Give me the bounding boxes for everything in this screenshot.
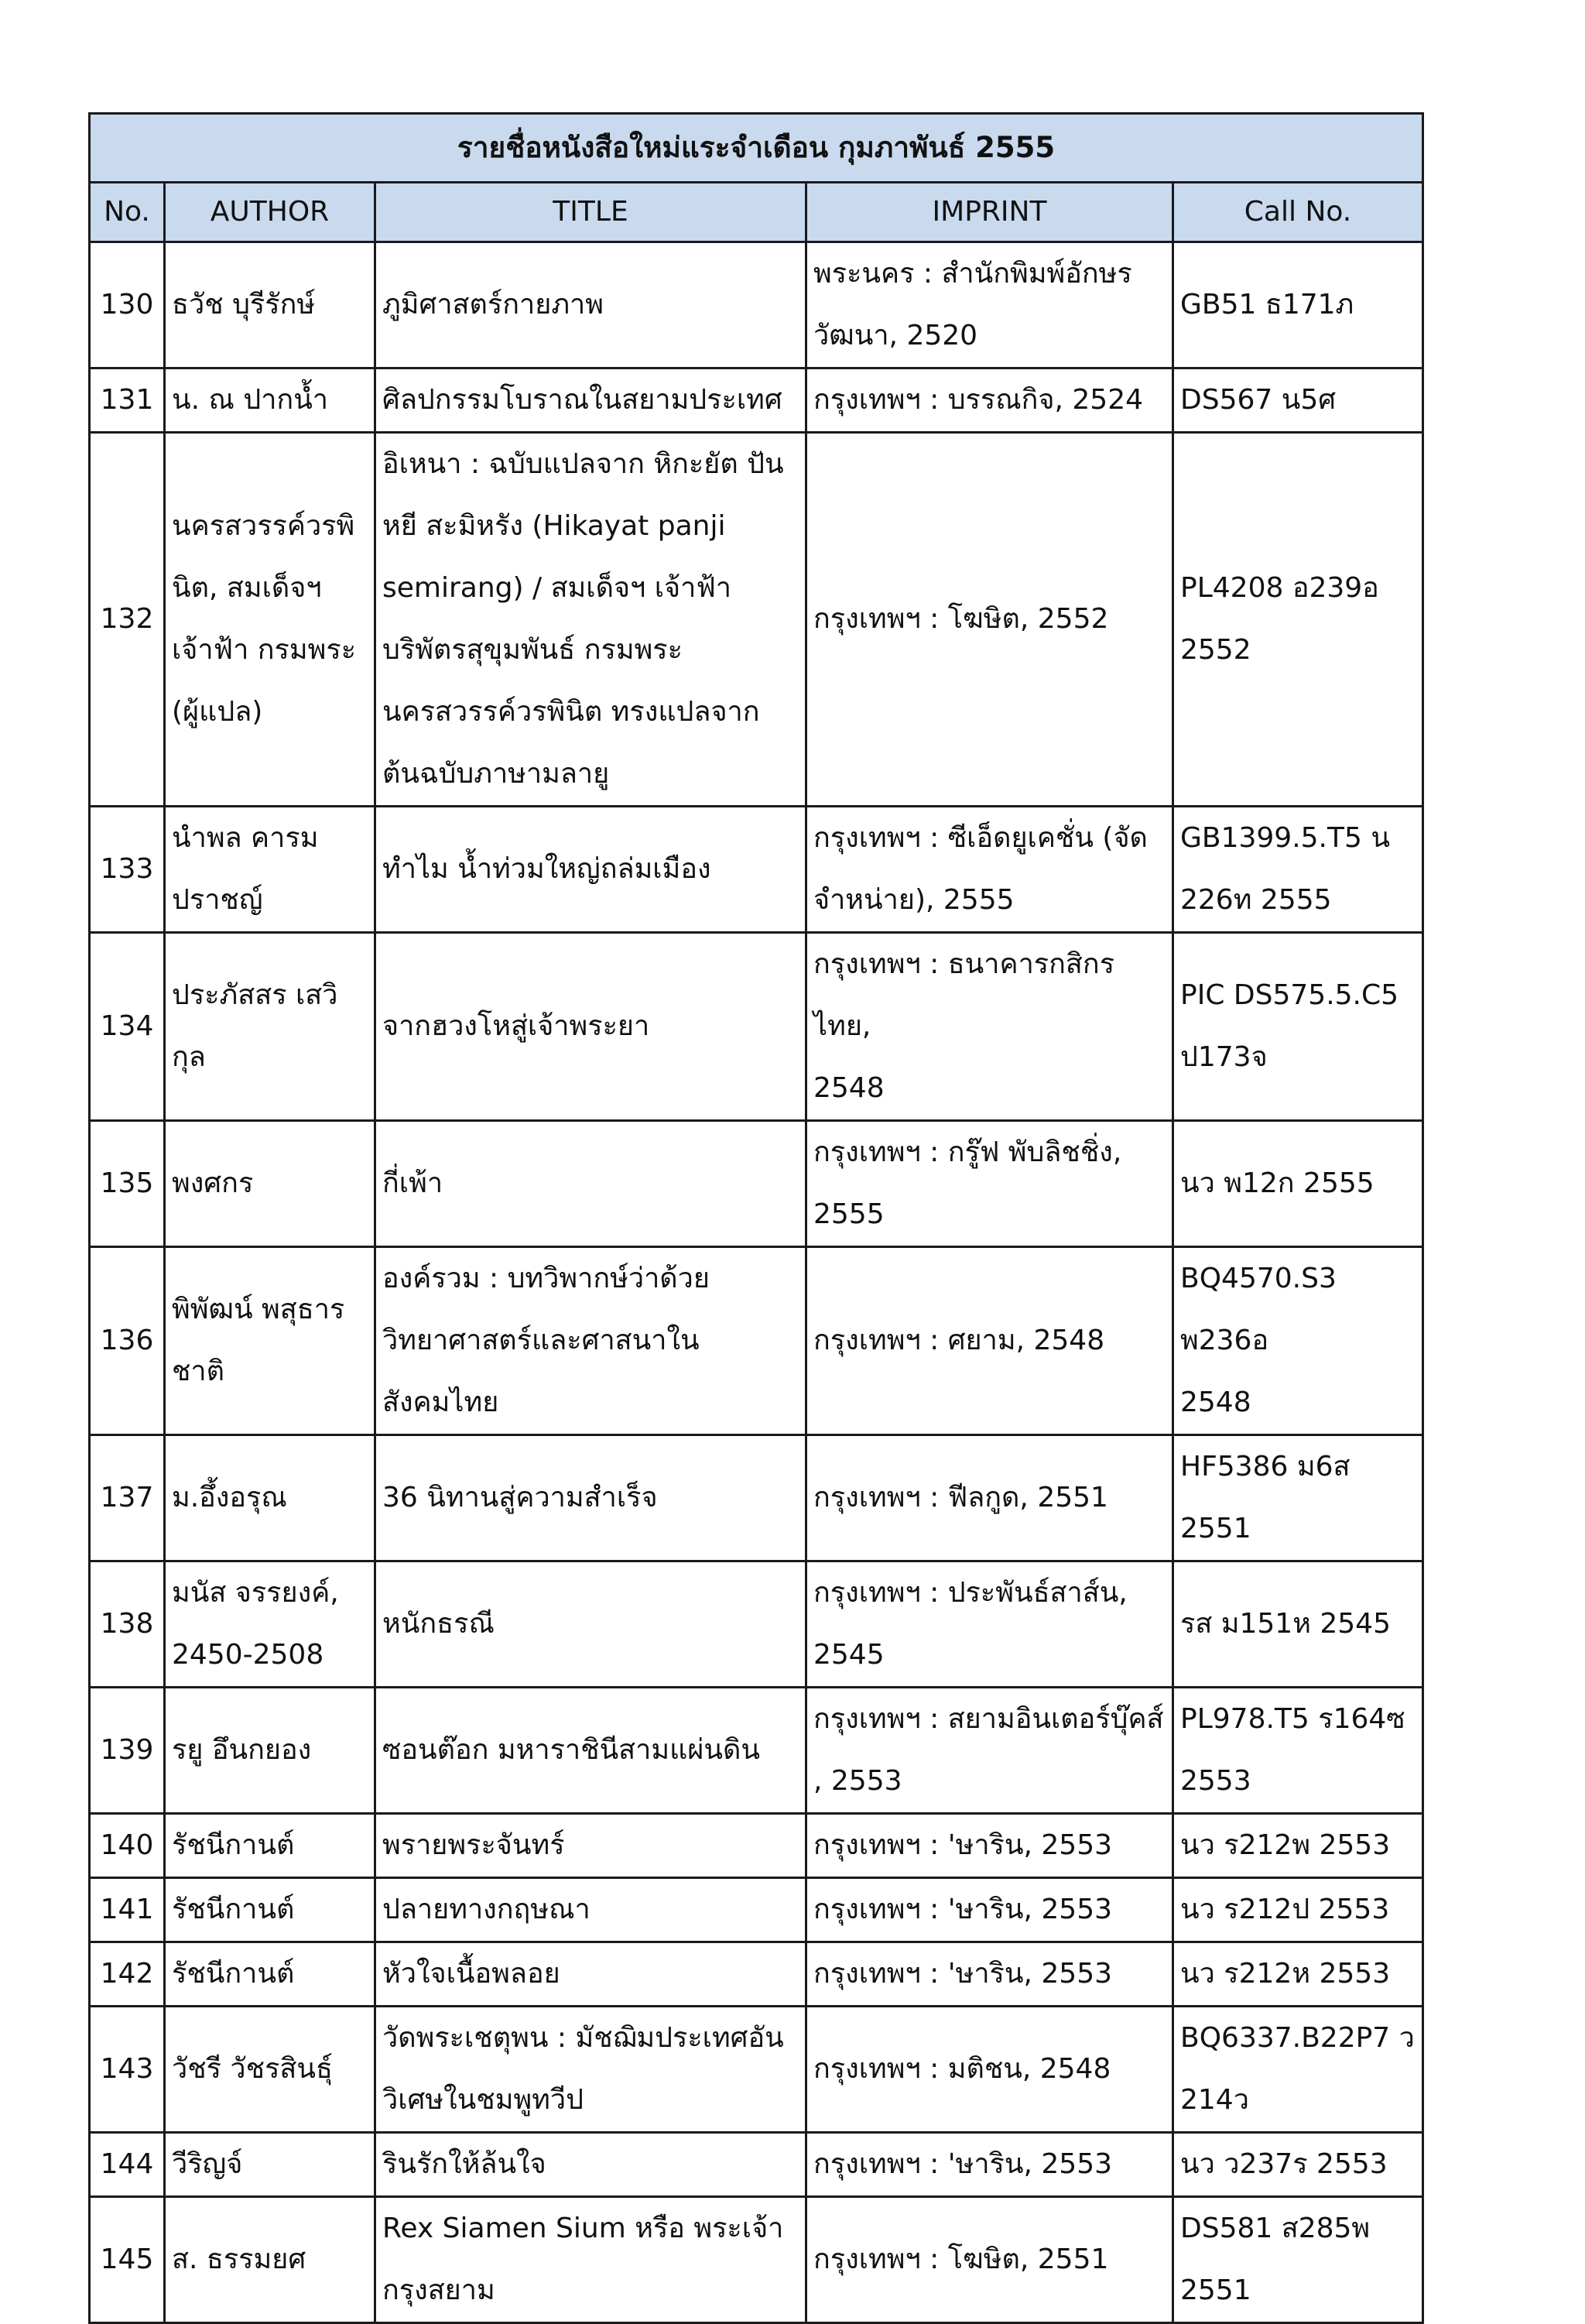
cell-no: 142 [90, 1942, 165, 2007]
cell-title: Rex Siamen Sium หรือ พระเจ้า กรุงสยาม [375, 2197, 806, 2323]
cell-author: รัชนีกานต์ [165, 1814, 375, 1878]
cell-author: น. ณ ปากน้ำ [165, 368, 375, 433]
cell-title: จากฮวงโหสู่เจ้าพระยา [375, 933, 806, 1121]
cell-call-no: นว ว237ร 2553 [1173, 2133, 1423, 2197]
cell-imprint: กรุงเทพฯ : โฆษิต, 2551 [806, 2197, 1173, 2323]
cell-author: นำพล คารม ปราชญ์ [165, 807, 375, 933]
header-author: AUTHOR [165, 183, 375, 242]
cell-author: ส. ธรรมยศ [165, 2197, 375, 2323]
cell-imprint: กรุงเทพฯ : มติชน, 2548 [806, 2007, 1173, 2133]
cell-title: 36 นิทานสู่ความสำเร็จ [375, 1435, 806, 1561]
cell-call-no: GB1399.5.T5 น 226ท 2555 [1173, 807, 1423, 933]
cell-no: 143 [90, 2007, 165, 2133]
book-list-table [88, 112, 1424, 2324]
table-row [90, 1561, 1423, 1688]
table-row [90, 933, 1423, 1121]
table-row [90, 1942, 1423, 2007]
header-call-no: Call No. [1173, 183, 1423, 242]
cell-author: พิพัฒน์ พสุธาร ชาติ [165, 1247, 375, 1435]
table-row [90, 1247, 1423, 1435]
cell-no: 141 [90, 1878, 165, 1942]
table-row [90, 1814, 1423, 1878]
cell-title: ภูมิศาสตร์กายภาพ [375, 242, 806, 368]
cell-title: หนักธรณี [375, 1561, 806, 1688]
cell-no: 134 [90, 933, 165, 1121]
cell-author: รยู อึนกยอง [165, 1688, 375, 1814]
cell-title: ซอนต๊อก มหาราชินีสามแผ่นดิน [375, 1688, 806, 1814]
table-header-row [90, 183, 1423, 242]
cell-call-no: DS581 ส285พ 2551 [1173, 2197, 1423, 2323]
cell-author: ม.อึ้งอรุณ [165, 1435, 375, 1561]
table-row [90, 433, 1423, 807]
cell-call-no: นว พ12ก 2555 [1173, 1121, 1423, 1247]
cell-author: วัชรี วัชรสินธุ์ [165, 2007, 375, 2133]
cell-author: รัชนีกานต์ [165, 1878, 375, 1942]
table-row [90, 242, 1423, 368]
cell-imprint: กรุงเทพฯ : สยามอินเตอร์บุ๊คส์ , 2553 [806, 1688, 1173, 1814]
cell-call-no: BQ6337.B22P7 ว 214ว [1173, 2007, 1423, 2133]
table-row [90, 2007, 1423, 2133]
cell-no: 132 [90, 433, 165, 807]
header-title: TITLE [375, 183, 806, 242]
table-row [90, 807, 1423, 933]
cell-no: 131 [90, 368, 165, 433]
cell-title: พรายพระจันทร์ [375, 1814, 806, 1878]
table-row [90, 2133, 1423, 2197]
cell-title: ปลายทางกฤษณา [375, 1878, 806, 1942]
cell-call-no: นว ร212ห 2553 [1173, 1942, 1423, 2007]
table-row [90, 2197, 1423, 2323]
cell-title: รินรักให้ล้นใจ [375, 2133, 806, 2197]
table-row [90, 1878, 1423, 1942]
header-no: No. [90, 183, 165, 242]
table-row [90, 1435, 1423, 1561]
cell-no: 145 [90, 2197, 165, 2323]
cell-call-no: รส ม151ห 2545 [1173, 1561, 1423, 1688]
cell-title: อิเหนา : ฉบับแปลจาก หิกะยัต ปัน หยี สะมิหรัง (Hikayat panji semirang) / สมเด็จฯ เจ้าฟ้า บริพัตรสุขุมพันธ์ กรมพระ นครสวรรค์วรพินิต ทรงแปลจาก ต้นฉบับภาษามลายู [375, 433, 806, 807]
cell-title: องค์รวม : บทวิพากษ์ว่าด้วย วิทยาศาสตร์และศาสนาใน สังคมไทย [375, 1247, 806, 1435]
table-row [90, 1121, 1423, 1247]
cell-author: ธวัช บุรีรักษ์ [165, 242, 375, 368]
cell-title: วัดพระเชตุพน : มัชฌิมประเทศอัน วิเศษในชมพูทวีป [375, 2007, 806, 2133]
cell-call-no: PL4208 อ239อ 2552 [1173, 433, 1423, 807]
cell-imprint: กรุงเทพฯ : 'ษาริน, 2553 [806, 2133, 1173, 2197]
cell-imprint: กรุงเทพฯ : ฟีลกูด, 2551 [806, 1435, 1173, 1561]
cell-imprint: กรุงเทพฯ : 'ษาริน, 2553 [806, 1878, 1173, 1942]
cell-author: พงศกร [165, 1121, 375, 1247]
cell-imprint: กรุงเทพฯ : บรรณกิจ, 2524 [806, 368, 1173, 433]
cell-no: 133 [90, 807, 165, 933]
cell-no: 136 [90, 1247, 165, 1435]
header-imprint: IMPRINT [806, 183, 1173, 242]
table-title-row [90, 114, 1423, 183]
table-title: รายชื่อหนังสือใหม่แระจำเดือน กุมภาพันธ์ 2555 [90, 114, 1423, 183]
cell-no: 140 [90, 1814, 165, 1878]
cell-no: 144 [90, 2133, 165, 2197]
cell-call-no: PIC DS575.5.C5 ป173จ [1173, 933, 1423, 1121]
cell-author: รัชนีกานต์ [165, 1942, 375, 2007]
cell-imprint: กรุงเทพฯ : โฆษิต, 2552 [806, 433, 1173, 807]
cell-imprint: กรุงเทพฯ : กรู๊ฟ พับลิชชิ่ง, 2555 [806, 1121, 1173, 1247]
cell-imprint: กรุงเทพฯ : ศยาม, 2548 [806, 1247, 1173, 1435]
cell-imprint: กรุงเทพฯ : 'ษาริน, 2553 [806, 1942, 1173, 2007]
cell-call-no: BQ4570.S3 พ236อ 2548 [1173, 1247, 1423, 1435]
cell-call-no: GB51 ธ171ภ [1173, 242, 1423, 368]
cell-call-no: HF5386 ม6ส 2551 [1173, 1435, 1423, 1561]
cell-imprint: กรุงเทพฯ : ประพันธ์สาส์น, 2545 [806, 1561, 1173, 1688]
cell-author: มนัส จรรยงค์, 2450-2508 [165, 1561, 375, 1688]
cell-title: หัวใจเนื้อพลอย [375, 1942, 806, 2007]
cell-call-no: DS567 น5ศ [1173, 368, 1423, 433]
cell-title: ศิลปกรรมโบราณในสยามประเทศ [375, 368, 806, 433]
cell-author: นครสวรรค์วรพิ นิต, สมเด็จฯ เจ้าฟ้า กรมพระ (ผู้แปล) [165, 433, 375, 807]
cell-title: ทำไม น้ำท่วมใหญ่ถล่มเมือง [375, 807, 806, 933]
table-row [90, 1688, 1423, 1814]
cell-imprint: พระนคร : สำนักพิมพ์อักษร วัฒนา, 2520 [806, 242, 1173, 368]
cell-author: วีริญจ์ [165, 2133, 375, 2197]
table-row [90, 368, 1423, 433]
cell-call-no: นว ร212พ 2553 [1173, 1814, 1423, 1878]
cell-no: 139 [90, 1688, 165, 1814]
cell-no: 135 [90, 1121, 165, 1247]
cell-author: ประภัสสร เสวิกุล [165, 933, 375, 1121]
cell-imprint: กรุงเทพฯ : 'ษาริน, 2553 [806, 1814, 1173, 1878]
table-body [90, 242, 1423, 2323]
cell-no: 130 [90, 242, 165, 368]
cell-no: 137 [90, 1435, 165, 1561]
cell-title: กี่เพ้า [375, 1121, 806, 1247]
cell-no: 138 [90, 1561, 165, 1688]
cell-call-no: นว ร212ป 2553 [1173, 1878, 1423, 1942]
cell-imprint: กรุงเทพฯ : ธนาคารกสิกรไทย, 2548 [806, 933, 1173, 1121]
cell-call-no: PL978.T5 ร164ซ 2553 [1173, 1688, 1423, 1814]
cell-imprint: กรุงเทพฯ : ซีเอ็ดยูเคชั่น (จัด จำหน่าย), 2555 [806, 807, 1173, 933]
